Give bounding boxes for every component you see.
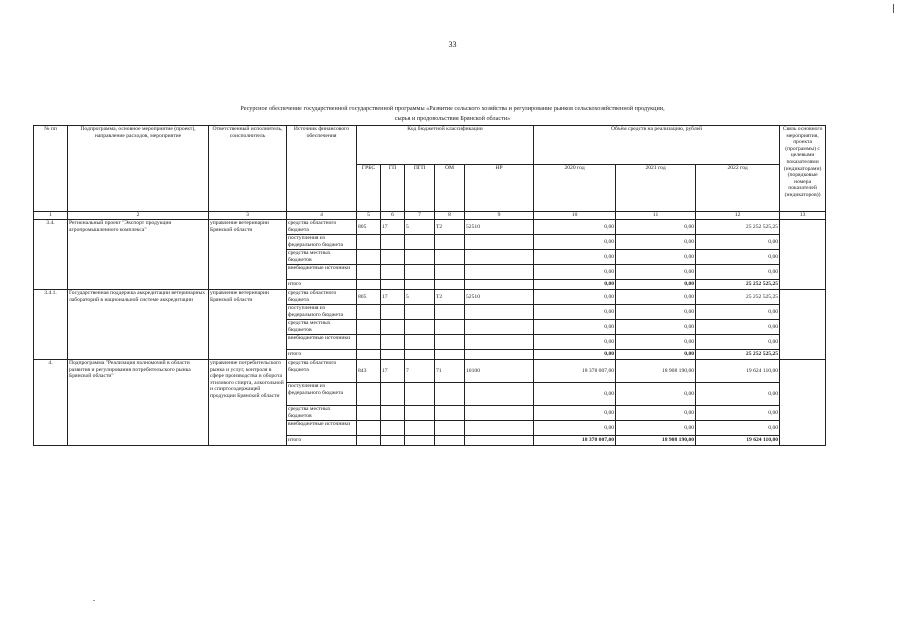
code-np: 52510 (465, 290, 534, 305)
source-federal: поступления из федерального бюджета (287, 305, 357, 320)
value-2022: 0,00 (696, 335, 780, 350)
source-total: итого (287, 350, 357, 360)
code-om: Т2 (435, 220, 465, 235)
source-regional: средства областного бюджета (287, 220, 357, 235)
source-regional: средства областного бюджета (287, 360, 357, 383)
title-line-2: сырья и продовольствия Брянской области» (394, 115, 511, 122)
value-2021: 0,00 (616, 290, 696, 305)
section-name: Государственная поддержка аккредитации ветеринарных лабораторий в национальной системе аккредитации (68, 290, 209, 360)
col-number: 10 (534, 212, 616, 220)
value-2020: 0,00 (534, 335, 616, 350)
value-2021: 0,00 (616, 235, 696, 250)
value-2020: 0,00 (534, 290, 616, 305)
code-gp: 17 (381, 360, 405, 383)
source-local: средства местных бюджетов (287, 250, 357, 265)
section-executor: управление ветеринарии Брянской области (209, 290, 287, 360)
code-np: 52510 (465, 220, 534, 235)
col-number: 1 (34, 212, 68, 220)
code-om: Т2 (435, 290, 465, 305)
value-2021: 0,00 (616, 250, 696, 265)
value-2022: 0,00 (696, 250, 780, 265)
col-number: 11 (616, 212, 696, 220)
page-number: 33 (448, 40, 457, 49)
header-program: Подпрограмма, основное мероприятие (проект), направление расходов, мероприятие (68, 126, 209, 212)
header-grbs: ГРБС (357, 165, 381, 212)
value-2020: 0,00 (534, 421, 616, 436)
source-total: итого (287, 280, 357, 290)
section-name: Подпрограмма "Реализация полномочий в области развития и регулирования потребительского рынка Брянской области" (68, 360, 209, 446)
value-2022: 0,00 (696, 383, 780, 406)
value-2022: 0,00 (696, 320, 780, 335)
value-2022: 0,00 (696, 235, 780, 250)
header-volume: Объём средств на реализацию, рублей (534, 126, 780, 165)
value-2021: 0,00 (616, 320, 696, 335)
value-2021: 0,00 (616, 335, 696, 350)
col-number: 3 (209, 212, 287, 220)
total-2022: 25 252 525,25 (696, 350, 780, 360)
col-number: 12 (696, 212, 780, 220)
value-2021: 0,00 (616, 406, 696, 421)
header-executor: Ответственный исполнитель, соисполнитель (209, 126, 287, 212)
header-2020: 2020 год (534, 165, 616, 212)
total-2020: 18 378 007,00 (534, 436, 616, 446)
code-pgp: 7 (405, 360, 435, 383)
code-pgp: 5 (405, 290, 435, 305)
header-budget-code: Код бюджетной классификации (357, 126, 534, 165)
value-2022: 0,00 (696, 305, 780, 320)
document-title (120, 104, 785, 124)
source-extrabudget: внебюджетные источники (287, 421, 357, 436)
indicator-link (780, 290, 826, 360)
source-local: средства местных бюджетов (287, 406, 357, 421)
indicator-link (780, 360, 826, 446)
total-2020: 0,00 (534, 280, 616, 290)
header-np: НР (465, 165, 534, 212)
header-om: ОМ (435, 165, 465, 212)
code-pgp: 5 (405, 220, 435, 235)
total-2021: 0,00 (616, 350, 696, 360)
value-2022: 25 252 525,25 (696, 220, 780, 235)
value-2021: 0,00 (616, 305, 696, 320)
resource-table (33, 125, 826, 446)
code-om: 71 (435, 360, 465, 383)
source-extrabudget: внебюджетные источники (287, 265, 357, 280)
header-2022: 2022 год (696, 165, 780, 212)
section-name: Региональный проект "Экспорт продукции агропромышленного комплекса" (68, 220, 209, 290)
code-np: 10100 (465, 360, 534, 383)
source-federal: поступления из федерального бюджета (287, 383, 357, 406)
value-2020: 0,00 (534, 250, 616, 265)
value-2021: 0,00 (616, 383, 696, 406)
code-grbs: 805 (357, 290, 381, 305)
col-number: 6 (381, 212, 405, 220)
section-num: 3.4. (34, 220, 68, 290)
value-2022: 25 252 525,25 (696, 290, 780, 305)
value-2020: 0,00 (534, 383, 616, 406)
source-local: средства местных бюджетов (287, 320, 357, 335)
header-2021: 2021 год (616, 165, 696, 212)
header-pgp: ПГП (405, 165, 435, 212)
value-2020: 0,00 (534, 305, 616, 320)
col-number: 4 (287, 212, 357, 220)
col-number: 2 (68, 212, 209, 220)
scan-edge-mark (893, 4, 894, 13)
header-link: Связь основного мероприятия, проекта (программы) с целевыми показателями (индикаторами) (порядковые номера показателей (индикаторов)) (780, 126, 826, 212)
code-gp: 17 (381, 290, 405, 305)
indicator-link (780, 220, 826, 290)
total-2021: 18 908 190,00 (616, 436, 696, 446)
source-federal: поступления из федерального бюджета (287, 235, 357, 250)
value-2020: 18 378 007,00 (534, 360, 616, 383)
table-row (34, 290, 826, 305)
value-2022: 0,00 (696, 406, 780, 421)
col-number: 8 (435, 212, 465, 220)
total-2021: 0,00 (616, 280, 696, 290)
col-number: 13 (780, 212, 826, 220)
col-number: 9 (465, 212, 534, 220)
section-num: 4. (34, 360, 68, 446)
source-regional: средства областного бюджета (287, 290, 357, 305)
code-grbs: 805 (357, 220, 381, 235)
section-num: 3.4.1. (34, 290, 68, 360)
total-2022: 25 252 525,25 (696, 280, 780, 290)
table-row (34, 220, 826, 235)
header-source: Источник финансового обеспечения (287, 126, 357, 212)
value-2021: 0,00 (616, 220, 696, 235)
value-2022: 0,00 (696, 421, 780, 436)
value-2020: 0,00 (534, 235, 616, 250)
col-number: 5 (357, 212, 381, 220)
value-2020: 0,00 (534, 406, 616, 421)
value-2021: 0,00 (616, 421, 696, 436)
value-2021: 0,00 (616, 265, 696, 280)
total-2022: 19 624 110,00 (696, 436, 780, 446)
scan-speck (93, 600, 95, 601)
col-number: 7 (405, 212, 435, 220)
code-grbs: 843 (357, 360, 381, 383)
source-total: итого (287, 436, 357, 446)
title-line-1: Ресурсное обеспечение государственной государственной программы «Развитие сельского хозяйства и регулирование рынков сельскохозяйственной продукции, (240, 105, 665, 112)
total-2020: 0,00 (534, 350, 616, 360)
header-gp: ГП (381, 165, 405, 212)
value-2021: 18 908 190,00 (616, 360, 696, 383)
section-executor: управление потребительского рынка и услуг, контроля в сфере производства и оборота этилового спирта, алкогольной и спиртосодержащей продукции Брянской области (209, 360, 287, 446)
code-gp: 17 (381, 220, 405, 235)
table-row (34, 360, 826, 383)
value-2020: 0,00 (534, 320, 616, 335)
value-2020: 0,00 (534, 265, 616, 280)
header-num: № пп (34, 126, 68, 212)
value-2022: 0,00 (696, 265, 780, 280)
value-2020: 0,00 (534, 220, 616, 235)
source-extrabudget: внебюджетные источники (287, 335, 357, 350)
section-executor: управление ветеринарии Брянской области (209, 220, 287, 290)
value-2022: 19 624 110,00 (696, 360, 780, 383)
